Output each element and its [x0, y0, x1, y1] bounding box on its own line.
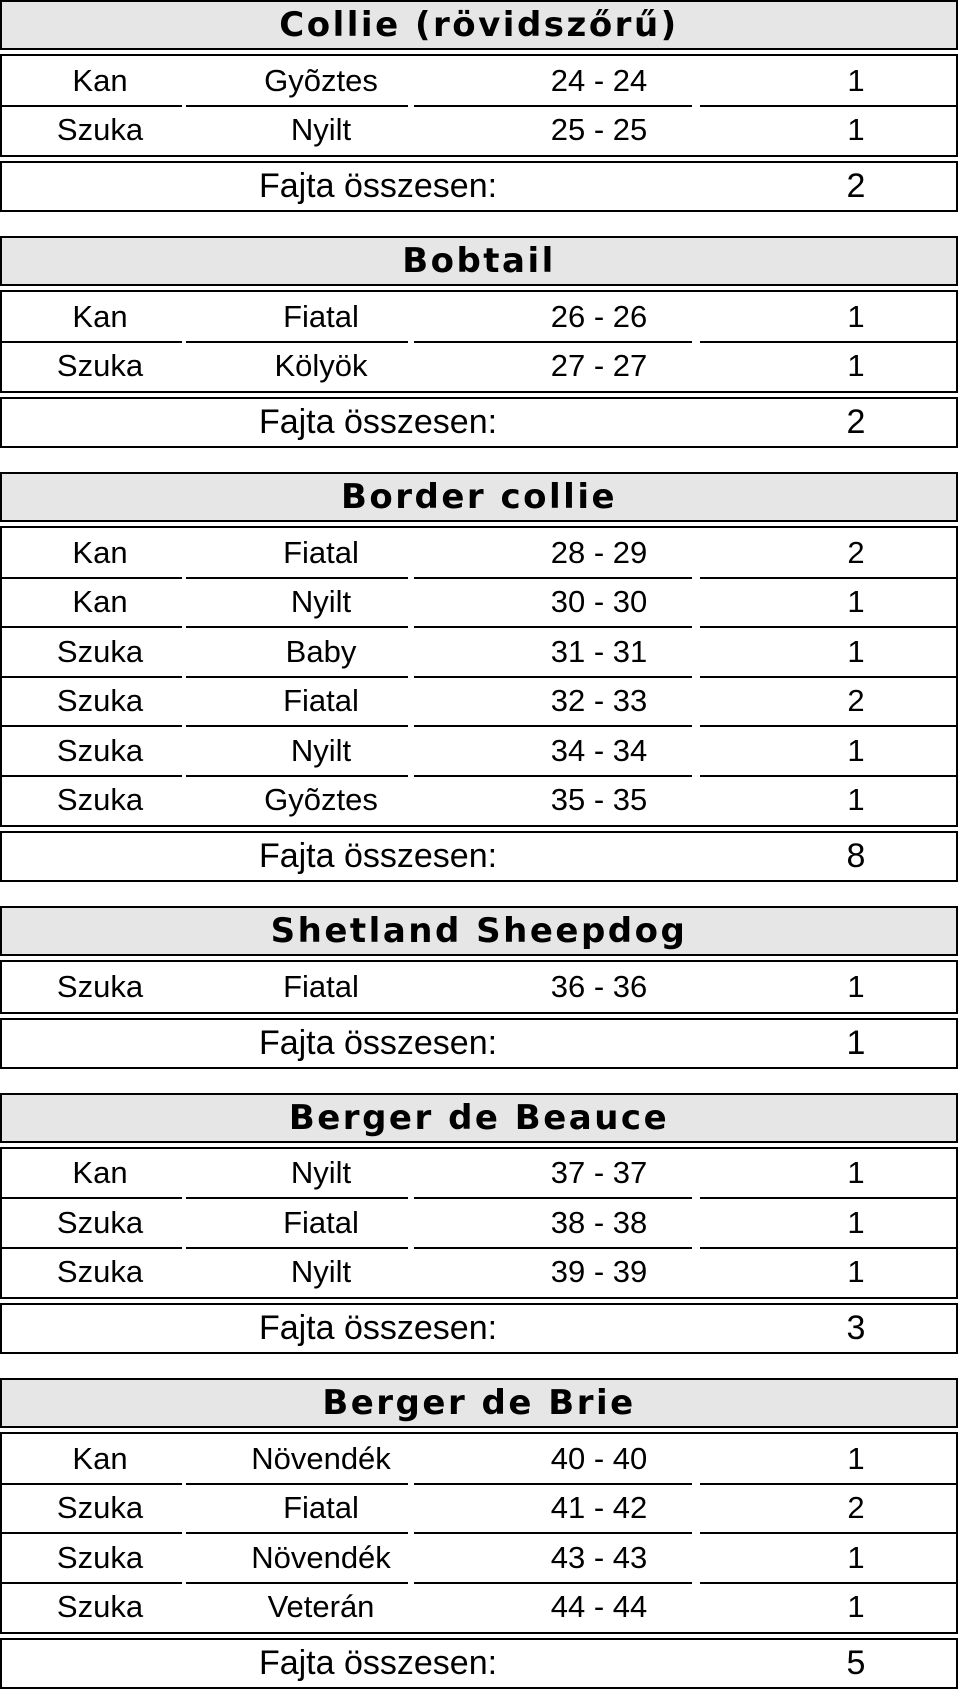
- breed-entries-table: [0, 1432, 958, 1634]
- entry-number-range: 44 - 44: [550, 1589, 648, 1625]
- entry-number-range: 32 - 33: [550, 683, 648, 719]
- entry-class: Fiatal: [283, 683, 359, 719]
- entry-row: [2, 776, 956, 826]
- entry-sex: Szuka: [56, 112, 144, 148]
- breed-total-label: Fajta összesen:: [258, 403, 498, 441]
- breed-entries-table: [0, 526, 958, 827]
- breed-title: Shetland Sheepdog: [0, 906, 958, 956]
- entry-class: Nyilt: [290, 1155, 352, 1191]
- entry-class: Nyilt: [290, 112, 352, 148]
- entry-class: Fiatal: [283, 1204, 359, 1240]
- entry-row: [2, 1533, 956, 1583]
- entry-number-range: 30 - 30: [550, 584, 648, 620]
- breed-total-label: Fajta összesen:: [258, 1309, 498, 1347]
- breed-total-label: Fajta összesen:: [258, 1644, 498, 1682]
- entry-count: 1: [847, 584, 865, 620]
- entry-class: Fiatal: [283, 534, 359, 570]
- breed-total-row: [0, 831, 958, 882]
- breed-total-value: 2: [846, 403, 866, 441]
- breed-total-label: Fajta összesen:: [258, 837, 498, 875]
- entry-count: 1: [847, 1204, 865, 1240]
- entry-row: [2, 627, 956, 677]
- entry-number-range: 31 - 31: [550, 633, 648, 669]
- entry-sex: Kan: [72, 584, 128, 620]
- entry-count: 2: [847, 534, 865, 570]
- entry-count: 1: [847, 348, 865, 384]
- entry-row: [2, 342, 956, 392]
- breed-total-row: [0, 161, 958, 212]
- entry-class: Nyilt: [290, 732, 352, 768]
- entry-number-range: 24 - 24: [550, 62, 648, 98]
- entry-count: 2: [847, 683, 865, 719]
- entry-class: Gyõztes: [264, 782, 378, 818]
- entry-count: 1: [847, 1440, 865, 1476]
- entry-row: [2, 528, 956, 578]
- entry-count: 1: [847, 1254, 865, 1290]
- entry-count: 1: [847, 968, 865, 1004]
- entry-number-range: 26 - 26: [550, 298, 648, 334]
- entry-row: [2, 677, 956, 727]
- entry-class: Növendék: [251, 1539, 391, 1575]
- breed-title: Collie (rövidszőrű): [0, 0, 958, 50]
- entry-number-range: 28 - 29: [550, 534, 648, 570]
- entry-count: 1: [847, 1155, 865, 1191]
- entry-number-range: 43 - 43: [550, 1539, 648, 1575]
- entry-row: [2, 578, 956, 628]
- breed-total-row: [0, 1018, 958, 1069]
- breed-total-row: [0, 1638, 958, 1689]
- entry-count: 1: [847, 633, 865, 669]
- entry-class: Kölyök: [274, 348, 368, 384]
- entry-row: [2, 1248, 956, 1298]
- entry-sex: Szuka: [56, 633, 144, 669]
- entry-count: 1: [847, 782, 865, 818]
- entry-number-range: 39 - 39: [550, 1254, 648, 1290]
- entry-count: 1: [847, 112, 865, 148]
- entry-row: [2, 56, 956, 106]
- entry-class: Gyõztes: [264, 62, 378, 98]
- breed-total-value: 2: [846, 167, 866, 205]
- entry-class: Nyilt: [290, 1254, 352, 1290]
- entry-sex: Kan: [72, 62, 128, 98]
- entry-sex: Szuka: [56, 1254, 144, 1290]
- entry-sex: Szuka: [56, 348, 144, 384]
- entry-sex: Kan: [72, 1155, 128, 1191]
- entry-count: 1: [847, 62, 865, 98]
- breed-total-value: 1: [846, 1023, 866, 1062]
- entry-sex: Szuka: [56, 683, 144, 719]
- entry-row: [2, 106, 956, 156]
- entry-row: [2, 962, 956, 1012]
- breed-total-row: [0, 1303, 958, 1354]
- breed-total-row: [0, 397, 958, 448]
- entry-count: 1: [847, 1539, 865, 1575]
- entry-row: [2, 726, 956, 776]
- entry-row: [2, 1434, 956, 1484]
- entry-sex: Szuka: [56, 782, 144, 818]
- breed-total-value: 3: [846, 1309, 866, 1347]
- entry-sex: Szuka: [56, 1490, 144, 1526]
- entry-sex: Kan: [72, 298, 128, 334]
- entry-number-range: 41 - 42: [550, 1490, 648, 1526]
- entry-number-range: 27 - 27: [550, 348, 648, 384]
- breed-total-label: Fajta összesen:: [258, 1023, 498, 1062]
- entry-sex: Szuka: [56, 1589, 144, 1625]
- entry-count: 1: [847, 1589, 865, 1625]
- entry-sex: Szuka: [56, 1539, 144, 1575]
- entry-row: [2, 1583, 956, 1633]
- entry-class: Fiatal: [283, 1490, 359, 1526]
- breed-entries-table: [0, 1147, 958, 1300]
- breed-entries-table: [0, 290, 958, 393]
- entry-number-range: 37 - 37: [550, 1155, 648, 1191]
- entry-class: Baby: [285, 633, 357, 669]
- breed-total-value: 8: [846, 837, 866, 875]
- entry-sex: Szuka: [56, 1204, 144, 1240]
- breed-title: Berger de Beauce: [0, 1093, 958, 1143]
- entry-number-range: 35 - 35: [550, 782, 648, 818]
- breed-title: Berger de Brie: [0, 1378, 958, 1428]
- entry-class: Fiatal: [283, 298, 359, 334]
- entry-number-range: 25 - 25: [550, 112, 648, 148]
- breed-entries-table: [0, 960, 958, 1014]
- entry-number-range: 38 - 38: [550, 1204, 648, 1240]
- entry-class: Fiatal: [283, 968, 359, 1004]
- entry-count: 2: [847, 1490, 865, 1526]
- breed-title: Bobtail: [0, 236, 958, 286]
- entry-row: [2, 1484, 956, 1534]
- entry-class: Veterán: [267, 1589, 375, 1625]
- entry-count: 1: [847, 732, 865, 768]
- entry-class: Növendék: [251, 1440, 391, 1476]
- breed-entries-table: [0, 54, 958, 157]
- entry-number-range: 40 - 40: [550, 1440, 648, 1476]
- entry-class: Nyilt: [290, 584, 352, 620]
- entry-row: [2, 1149, 956, 1199]
- entry-sex: Szuka: [56, 732, 144, 768]
- breed-total-value: 5: [846, 1644, 866, 1682]
- entry-row: [2, 1198, 956, 1248]
- entry-row: [2, 292, 956, 342]
- entry-sex: Szuka: [56, 968, 144, 1004]
- entry-sex: Kan: [72, 534, 128, 570]
- breed-total-label: Fajta összesen:: [258, 167, 498, 205]
- entry-number-range: 36 - 36: [550, 968, 648, 1004]
- breed-title: Border collie: [0, 472, 958, 522]
- entry-sex: Kan: [72, 1440, 128, 1476]
- entry-number-range: 34 - 34: [550, 732, 648, 768]
- entry-count: 1: [847, 298, 865, 334]
